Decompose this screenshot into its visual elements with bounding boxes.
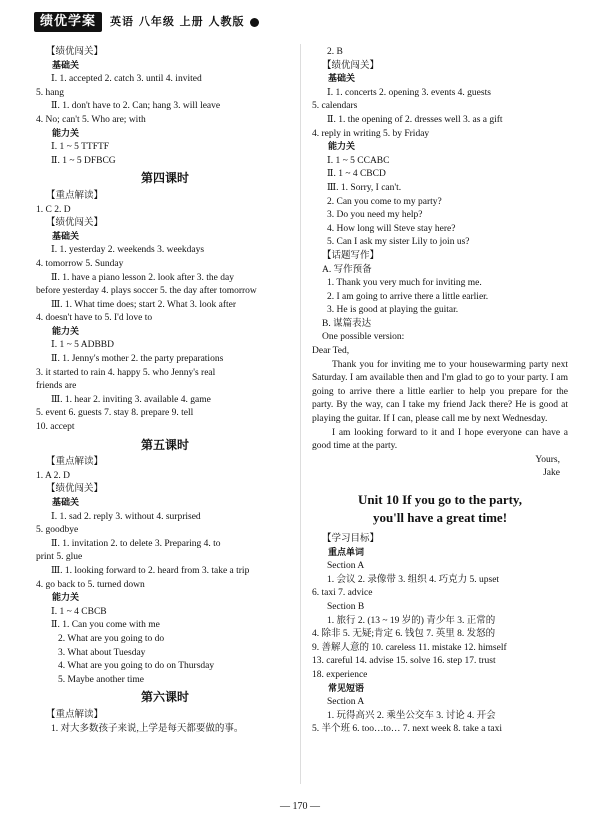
text-line: 3. it started to rain 4. happy 5. who Jenny's real <box>36 367 216 378</box>
text-line: 5. event 6. guests 7. stay 8. prepare 9. tell <box>36 408 194 419</box>
text-line: Ⅱ. 1. invitation 2. to delete 3. Preparing 4. to <box>51 538 221 549</box>
text-line: 9. 善解人意的 10. careless 11. mistake 12. himself <box>312 642 507 653</box>
text-line: Section B <box>327 601 365 612</box>
page-number: — 170 — <box>280 801 320 812</box>
section-heading: 能力关 <box>52 326 80 337</box>
text-line: Ⅰ. 1 ~ 4 CBCB <box>51 606 107 617</box>
lesson-title: 第五课时 <box>140 437 189 452</box>
text-line: 2. I am going to arrive there a little earlier. <box>327 291 489 302</box>
lesson-title: 第四课时 <box>140 171 189 186</box>
text-line: Ⅲ. 1. What time does; start 2. What 3. look after <box>51 299 237 310</box>
text-line: 【绩优闯关】 <box>46 484 104 495</box>
text-line: 【重点解读】 <box>46 709 104 720</box>
text-line: 18. experience <box>312 669 368 680</box>
answer-block <box>312 46 568 481</box>
section-heading: 常见短语 <box>328 683 365 694</box>
text-line: Dear Ted, <box>312 346 350 357</box>
text-line: Ⅱ. 1. Can you come with me <box>51 620 160 631</box>
text-line: Jake <box>543 468 560 479</box>
text-line: Ⅰ. 1. concerts 2. opening 3. events 4. guests <box>327 87 491 98</box>
text-line: 1. 旅行 2. (13 ~ 19 岁的) 青少年 3. 正常的 <box>327 615 496 626</box>
section-heading: 能力关 <box>52 128 80 139</box>
text-line: Ⅱ. 1. the opening of 2. dresses well 3. as a gift <box>327 114 503 125</box>
section-heading: 能力关 <box>52 593 80 604</box>
text-line: 2. B <box>327 47 343 57</box>
section-heading: 基础关 <box>328 74 356 85</box>
unit-title-line-2: you'll have a great time! <box>372 510 508 525</box>
text-line: before yesterday 4. plays soccer 5. the day after tomorrow <box>36 286 257 297</box>
text-line: Section A <box>327 561 365 572</box>
text-line: Ⅰ. 1. accepted 2. catch 3. until 4. invited <box>51 74 202 85</box>
text-line: Ⅱ. 1. have a piano lesson 2. look after 3. the day <box>51 272 234 283</box>
text-line: Ⅰ. 1 ~ 5 ADBBD <box>51 340 114 351</box>
text-line: 13. careful 14. advise 15. solve 16. step 17. trust <box>312 656 496 667</box>
text-line: Ⅱ. 1 ~ 4 CBCD <box>327 169 386 180</box>
text-line: 1. A 2. D <box>36 470 71 481</box>
text-line: 【话题写作】 <box>322 250 380 261</box>
text-line: B. 谋篇表达 <box>322 318 372 329</box>
page-header <box>34 10 304 34</box>
text-line: 5. hang <box>36 87 64 98</box>
text-line: 4. go back to 5. turned down <box>36 579 145 590</box>
text-line: 2. Can you come to my party? <box>327 196 442 207</box>
text-line: 1. 对大多数孩子来说,上学是每天都要做的事。 <box>51 723 244 734</box>
text-line: One possible version: <box>322 332 405 343</box>
brand-logo: 绩优学案 <box>34 12 102 32</box>
text-line: 5. Can I ask my sister Lily to join us? <box>327 237 470 248</box>
text-line: I am looking forward to it and I hope everyone can have a good time at the party. <box>312 427 568 452</box>
text-line: 1. 会议 2. 录像带 3. 组织 4. 巧克力 5. upset <box>327 574 500 585</box>
learning-goals-block <box>312 533 568 737</box>
text-line: 4. What are you going to do on Thursday <box>58 661 215 672</box>
text-line: 5. goodbye <box>36 525 79 536</box>
text-line: 4. doesn't have to 5. I'd love to <box>36 313 153 324</box>
lesson-title: 第六课时 <box>140 690 189 705</box>
text-line: 【学习目标】 <box>322 534 380 544</box>
section-heading: 重点单词 <box>328 547 365 558</box>
text-line: 【重点解读】 <box>46 190 104 201</box>
text-line: Ⅱ. 1. Jenny's mother 2. the party preparations <box>51 354 224 365</box>
text-line: Ⅰ. 1 ~ 5 TTFTF <box>51 142 110 153</box>
text-line: 1. C 2. D <box>36 204 71 215</box>
text-line: 4. tomorrow 5. Sunday <box>36 258 124 269</box>
text-line: Ⅲ. 1. looking forward to 2. heard from 3. take a trip <box>51 565 250 576</box>
text-line: 5. Maybe another time <box>58 674 145 685</box>
text-line: Ⅱ. 1. don't have to 2. Can; hang 3. will leave <box>51 101 221 112</box>
text-line: Ⅲ. 1. Sorry, I can't. <box>327 182 402 193</box>
unit-title <box>312 491 568 527</box>
header-subtitle: 英语 八年级 上册 人教版 <box>110 15 245 29</box>
text-line: 10. accept <box>36 422 75 433</box>
text-line: 【重点解读】 <box>46 457 104 468</box>
text-line: Ⅲ. 1. hear 2. inviting 3. available 4. game <box>51 394 211 405</box>
text-line: Section A <box>327 697 365 708</box>
text-line: print 5. glue <box>36 552 83 563</box>
section-heading: 能力关 <box>328 142 356 153</box>
text-line: 3. He is good at playing the guitar. <box>327 305 459 316</box>
text-line: 6. taxi 7. advice <box>312 588 373 599</box>
bullet-dot-icon <box>250 18 259 27</box>
text-line: 1. 玩得高兴 2. 乘坐公交车 3. 讨论 4. 开会 <box>327 710 496 721</box>
text-line: 3. Do you need my help? <box>327 210 423 221</box>
text-line: 5. 半个班 6. too…to… 7. next week 8. take a taxi <box>312 724 502 735</box>
text-line: 4. 除非 5. 无疑;肯定 6. 钱包 7. 英里 8. 发怒的 <box>312 629 496 640</box>
text-line: 4. No; can't 5. Who are; with <box>36 114 146 125</box>
text-line: 4. reply in writing 5. by Friday <box>312 128 430 139</box>
text-line: 【绩优闯关】 <box>322 60 380 71</box>
text-line: Ⅰ. 1 ~ 5 CCABC <box>327 155 390 166</box>
text-line: Ⅱ. 1 ~ 5 DFBCG <box>51 155 116 166</box>
text-line: Thank you for inviting me to your housewarming party next Saturday. I am available then and I'm glad to go to your party. I am going to arrive there a little earlier to help you prepare for the party. By the way, can I take my friend Jack there? He is good at playing the guitar. If I can, please call me by next Wednesday. <box>312 359 568 425</box>
text-line: 2. What are you going to do <box>58 633 165 644</box>
text-line: Ⅰ. 1. sad 2. reply 3. without 4. surprised <box>51 511 201 522</box>
text-line: 3. What about Tuesday <box>58 647 146 658</box>
section-heading: 基础关 <box>52 60 80 71</box>
text-line: Yours, <box>535 454 560 465</box>
text-line: 5. calendars <box>312 101 358 112</box>
left-column <box>36 46 294 736</box>
section-heading: 基础关 <box>52 231 80 242</box>
unit-title-line-1: Unit 10 If you go to the party, <box>358 492 522 507</box>
text-line: 1. Thank you very much for inviting me. <box>327 278 482 289</box>
section-heading: 基础关 <box>52 498 80 508</box>
text-line: friends are <box>36 381 77 392</box>
text-line: 【绩优闯关】 <box>46 218 104 229</box>
text-line: Ⅰ. 1. yesterday 2. weekends 3. weekdays <box>51 245 205 256</box>
column-divider <box>300 44 301 784</box>
right-column <box>312 46 568 737</box>
text-line: A. 写作预备 <box>322 264 372 275</box>
text-line: 4. How long will Steve stay here? <box>327 223 456 234</box>
text-line: 【绩优闯关】 <box>46 47 104 57</box>
